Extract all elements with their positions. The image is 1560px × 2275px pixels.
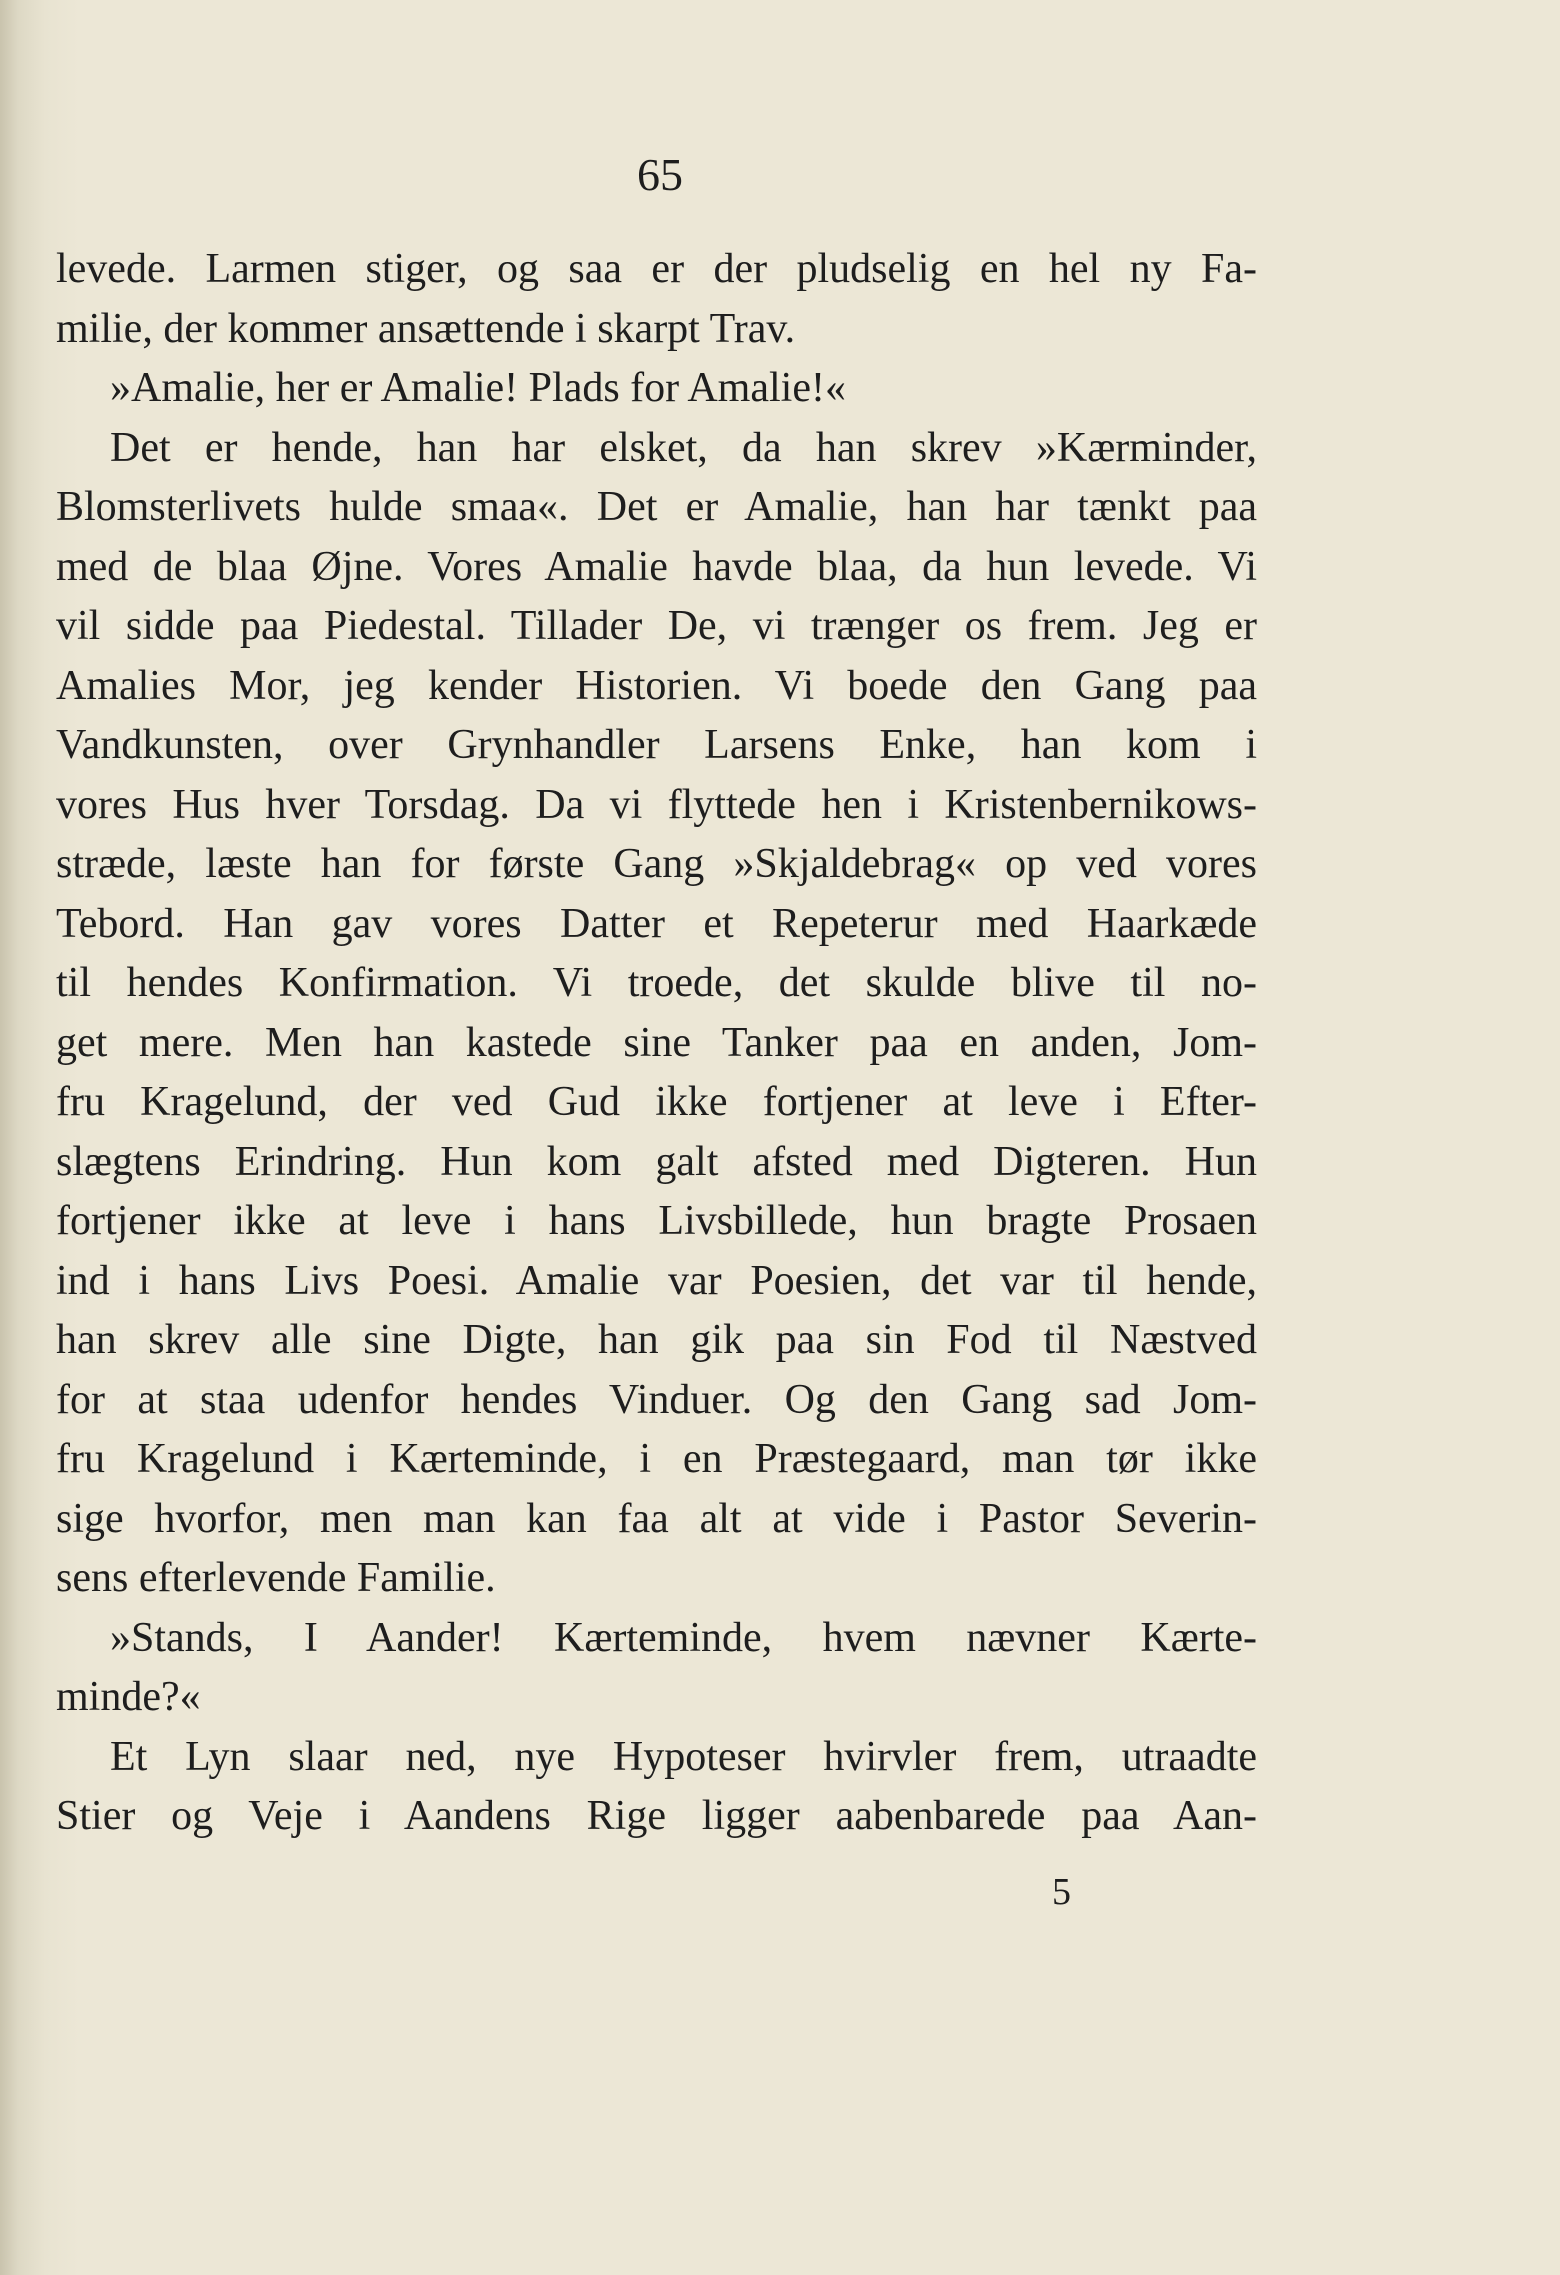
text-line: vores Hus hver Torsdag. Da vi flyttede hen i Kristenbernikows-: [56, 781, 1257, 828]
text-line: »Stands, I Aander! Kærteminde, hvem nævner Kærte-: [110, 1614, 1257, 1661]
text-line: til hendes Konfirmation. Vi troede, det skulde blive til no-: [56, 960, 1257, 1006]
text-line: Et Lyn slaar ned, nye Hypoteser hvirvler frem, utraadte: [110, 1733, 1257, 1780]
text-line: milie, der kommer ansættende i skarpt Trav.: [56, 305, 796, 352]
text-line: Blomsterlivets hulde smaa«. Det er Amalie, han har tænkt paa: [56, 484, 1257, 530]
text-line: fortjener ikke at leve i hans Livsbillede, hun bragte Prosaen: [56, 1198, 1257, 1244]
text-line: levede. Larmen stiger, og saa er der pludselig en hel ny Fa-: [56, 246, 1257, 292]
text-line: ind i hans Livs Poesi. Amalie var Poesien, det var til hende,: [56, 1257, 1257, 1304]
text-line: Stier og Veje i Aandens Rige ligger aabenbarede paa Aan-: [56, 1793, 1257, 1839]
text-line: fru Kragelund, der ved Gud ikke fortjener at leve i Efter-: [56, 1079, 1257, 1125]
text-line: Vandkunsten, over Grynhandler Larsens Enke, han kom i: [56, 722, 1257, 768]
text-line: vil sidde paa Piedestal. Tillader De, vi trænger os frem. Jeg er: [56, 603, 1257, 649]
text-line: han skrev alle sine Digte, han gik paa sin Fod til Næstved: [56, 1317, 1257, 1363]
text-line: minde?«: [56, 1674, 201, 1720]
text-line: Amalies Mor, jeg kender Historien. Vi boede den Gang paa: [56, 662, 1257, 709]
text-line: sige hvorfor, men man kan faa alt at vide i Pastor Severin-: [56, 1495, 1257, 1542]
text-line: fru Kragelund i Kærteminde, i en Præstegaard, man tør ikke: [56, 1436, 1257, 1482]
page-number: 65: [637, 149, 683, 200]
text-line: Det er hende, han har elsket, da han skrev »Kærminder,: [110, 424, 1257, 471]
body-text: [56, 240, 1257, 1847]
text-line: get mere. Men han kastede sine Tanker paa en anden, Jom-: [56, 1019, 1257, 1066]
text-line: Tebord. Han gav vores Datter et Repeterur med Haarkæde: [56, 900, 1257, 947]
text-line: for at staa udenfor hendes Vinduer. Og den Gang sad Jom-: [56, 1376, 1257, 1423]
text-line: »Amalie, her er Amalie! Plads for Amalie!«: [110, 365, 846, 411]
signature-mark: 5: [1052, 1871, 1071, 1913]
text-line: stræde, læste han for første Gang »Skjaldebrag« op ved vores: [56, 841, 1257, 887]
text-line: med de blaa Øjne. Vores Amalie havde blaa, da hun levede. Vi: [56, 543, 1257, 590]
text-line: sens efterlevende Familie.: [56, 1555, 496, 1601]
text-line: slægtens Erindring. Hun kom galt afsted med Digteren. Hun: [56, 1138, 1257, 1185]
